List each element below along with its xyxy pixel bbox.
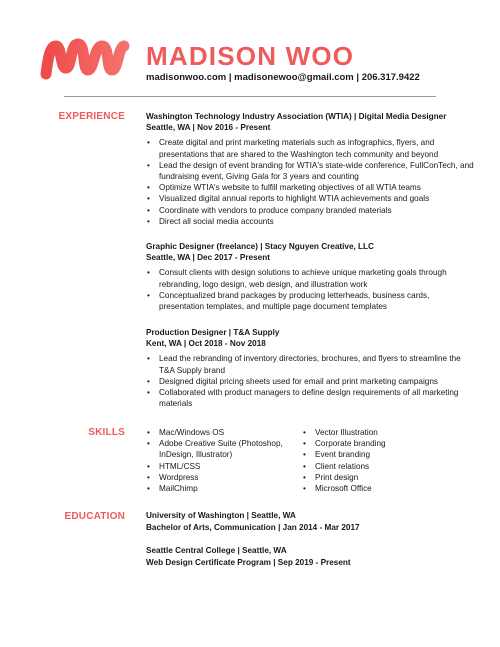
list-item: • Collaborated with product managers to define design requirements of all marketing materials [146,387,476,409]
job-entry [146,111,476,227]
list-item: • Direct all social media accounts [146,216,476,227]
contact-line: madisonwoo.com | madisonewoo@gmail.com | 206.317.9422 [146,72,420,83]
header-divider [64,96,436,97]
job-title: Graphic Designer (freelance) | Stacy Nguyen Creative, LLC [146,242,374,251]
degree-line: Bachelor of Arts, Communication | Jan 2014 - Mar 2017 [146,522,360,532]
list-item: • Optimize WTIA's website to fulfill marketing objectives of all WTIA teams [146,182,476,193]
list-item: • Conceptualized brand packages by producing letterheads, business cards, presentation templates, and multiple page document templates [146,290,476,312]
job-bullets [146,137,476,227]
job-title: Production Designer | T&A Supply [146,328,280,337]
skills-column [146,427,302,494]
experience-heading: EXPERIENCE [58,111,125,122]
job-bullets [146,353,476,409]
education-heading: EDUCATION [64,511,125,522]
job-bullets [146,267,476,312]
list-item: • Designed digital pricing sheets used for email and print marketing campaigns [146,376,476,387]
education-entry [146,510,476,533]
list-item: • Microsoft Office [302,483,462,494]
skills-list [146,427,476,494]
list-item: • Lead the design of event branding for WTIA's state-wide conference, FullConTech, and fundraising event, Giving Gala for 3 years and counting [146,160,476,182]
list-item: • Print design [302,472,462,483]
job-meta: Kent, WA | Oct 2018 - Nov 2018 [146,339,266,349]
job-meta: Seattle, WA | Dec 2017 - Present [146,253,270,263]
list-item: • Mac/Windows OS [146,427,302,438]
list-item: • MailChimp [146,483,302,494]
list-item: • Visualized digital annual reports to highlight WTIA achievements and goals [146,193,476,204]
list-item: • Coordinate with vendors to produce company branded materials [146,205,476,216]
school-name: University of Washington | Seattle, WA [146,511,296,520]
degree-line: Web Design Certificate Program | Sep 2019 - Present [146,557,351,567]
list-item: • Consult clients with design solutions to achieve unique marketing goals through rebranding, logo design, web design, and illustration work [146,267,476,289]
list-item: • Corporate branding [302,438,462,449]
list-item: • Event branding [302,449,462,460]
list-item: • HTML/CSS [146,461,302,472]
job-entry [146,241,476,312]
job-meta: Seattle, WA | Nov 2016 - Present [146,123,271,133]
list-item: • Lead the rebranding of inventory directories, brochures, and flyers to streamline the T&A Supply brand [146,353,476,375]
skills-heading: SKILLS [88,427,125,438]
school-name: Seattle Central College | Seattle, WA [146,546,287,555]
job-entry [146,327,476,409]
list-item: • Vector Illustration [302,427,462,438]
list-item: • Create digital and print marketing materials such as infographics, flyers, and presentations that are shared to the Washington tech community and beyond [146,137,476,159]
list-item: • Wordpress [146,472,302,483]
list-item: • Adobe Creative Suite (Photoshop, InDesign, Illustrator) [146,438,302,460]
list-item: • Client relations [302,461,462,472]
job-title: Washington Technology Industry Association (WTIA) | Digital Media Designer [146,112,447,121]
education-entry [146,545,476,568]
scribble-logo-icon [40,38,130,80]
skills-column [302,427,462,494]
candidate-name: MADISON WOO [146,41,355,71]
